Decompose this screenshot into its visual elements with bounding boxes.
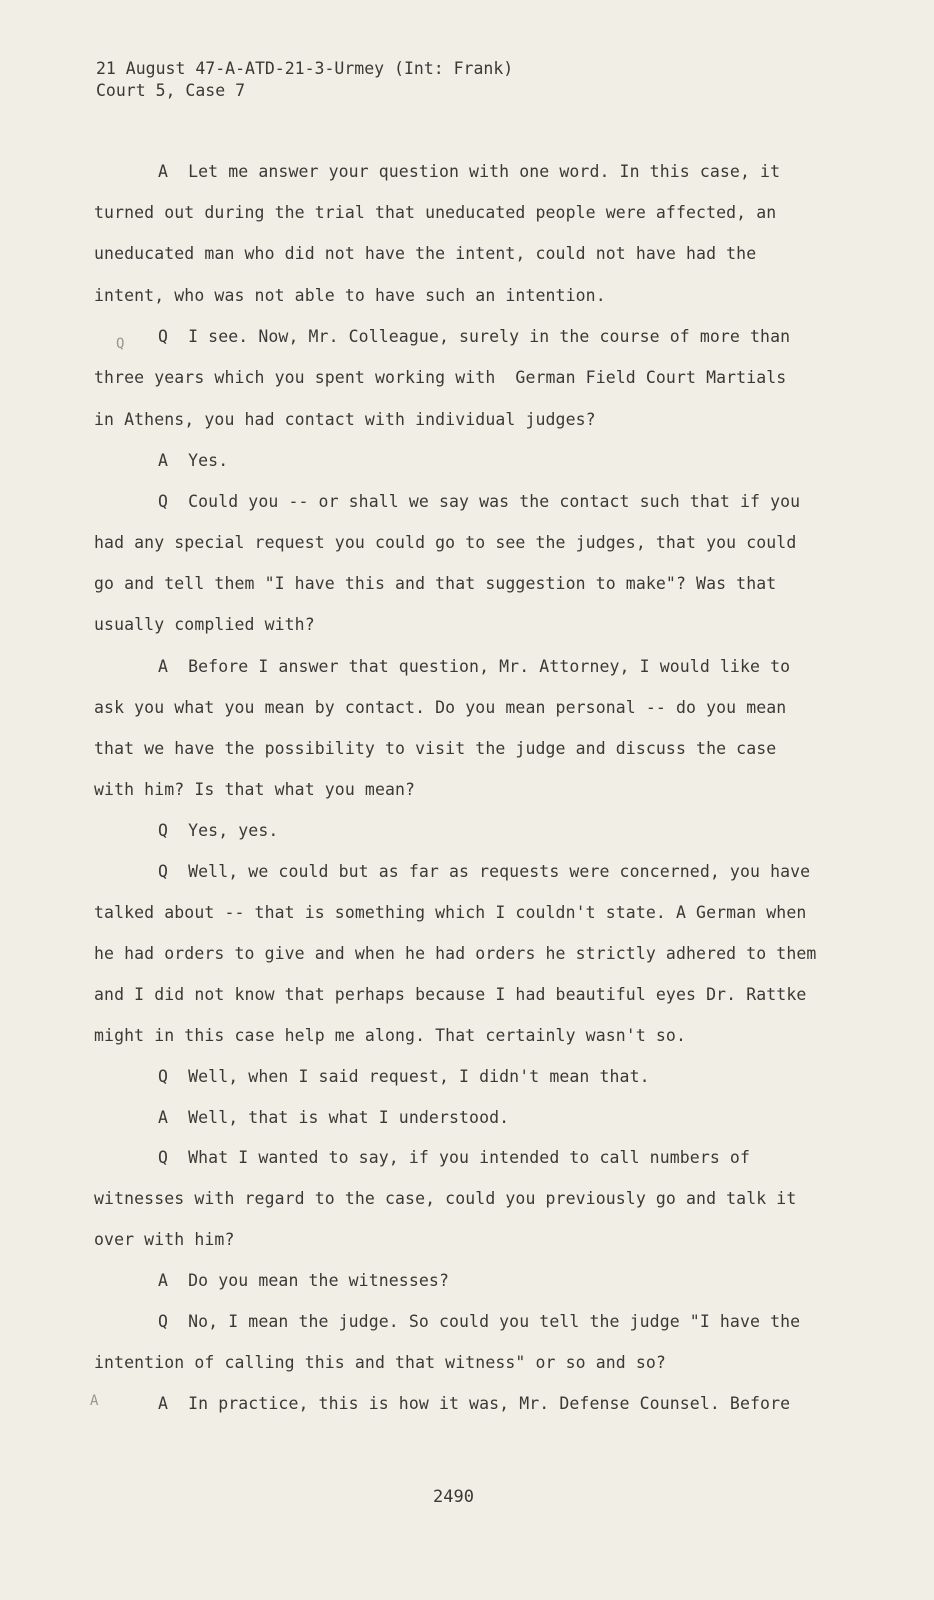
transcript-line: Q Could you -- or shall we say was the contact such that if you [158,492,801,511]
margin-mark-a: A [90,1393,99,1409]
transcript-line: A Well, that is what I understood. [158,1108,510,1127]
transcript-line: and I did not know that perhaps because I had beautiful eyes Dr. Rattke [94,985,807,1004]
transcript-line: that we have the possibility to visit the judge and discuss the case [94,739,777,758]
transcript-line: Q I see. Now, Mr. Colleague, surely in the course of more than [158,327,791,346]
transcript-line: A Do you mean the witnesses? [158,1271,449,1290]
header-line-1: 21 August 47-A-ATD-21-3-Urmey (Int: Frank) [96,59,514,78]
transcript-line: in Athens, you had contact with individual judges? [94,410,596,429]
margin-mark-q: Q [116,336,125,352]
transcript-line: three years which you spent working with German Field Court Martials [94,368,787,387]
transcript-line: he had orders to give and when he had orders he strictly adhered to them [94,944,817,963]
transcript-line: usually complied with? [94,615,315,634]
transcript-line: intention of calling this and that witness" or so and so? [94,1353,666,1372]
page-number: 2490 [433,1487,474,1507]
transcript-line: with him? Is that what you mean? [94,780,416,799]
transcript-line: talked about -- that is something which I couldn't state. A German when [94,903,807,922]
transcript-line: Q No, I mean the judge. So could you tell the judge "I have the [158,1312,801,1331]
transcript-line: Q Yes, yes. [158,821,279,840]
header-line-2: Court 5, Case 7 [96,81,246,100]
transcript-line: Q Well, we could but as far as requests were concerned, you have [158,862,811,881]
transcript-line: A Before I answer that question, Mr. Attorney, I would like to [158,657,791,676]
transcript-line: might in this case help me along. That certainly wasn't so. [94,1026,686,1045]
transcript-line: A Let me answer your question with one word. In this case, it [158,162,781,181]
transcript-line: intent, who was not able to have such an intention. [94,286,606,305]
transcript-line: ask you what you mean by contact. Do you mean personal -- do you mean [94,698,787,717]
transcript-line: Q What I wanted to say, if you intended to call numbers of [158,1148,750,1167]
transcript-line: witnesses with regard to the case, could you previously go and talk it [94,1189,797,1208]
transcript-line: over with him? [94,1230,235,1249]
transcript-line: go and tell them "I have this and that suggestion to make"? Was that [94,574,777,593]
transcript-line: turned out during the trial that uneducated people were affected, an [94,203,777,222]
transcript-line: A Yes. [158,451,229,470]
document-header [96,58,513,102]
transcript-line: A In practice, this is how it was, Mr. Defense Counsel. Before [158,1394,791,1413]
transcript-line: uneducated man who did not have the intent, could not have had the [94,244,757,263]
transcript-line: Q Well, when I said request, I didn't mean that. [158,1067,650,1086]
transcript-line: had any special request you could go to see the judges, that you could [94,533,797,552]
